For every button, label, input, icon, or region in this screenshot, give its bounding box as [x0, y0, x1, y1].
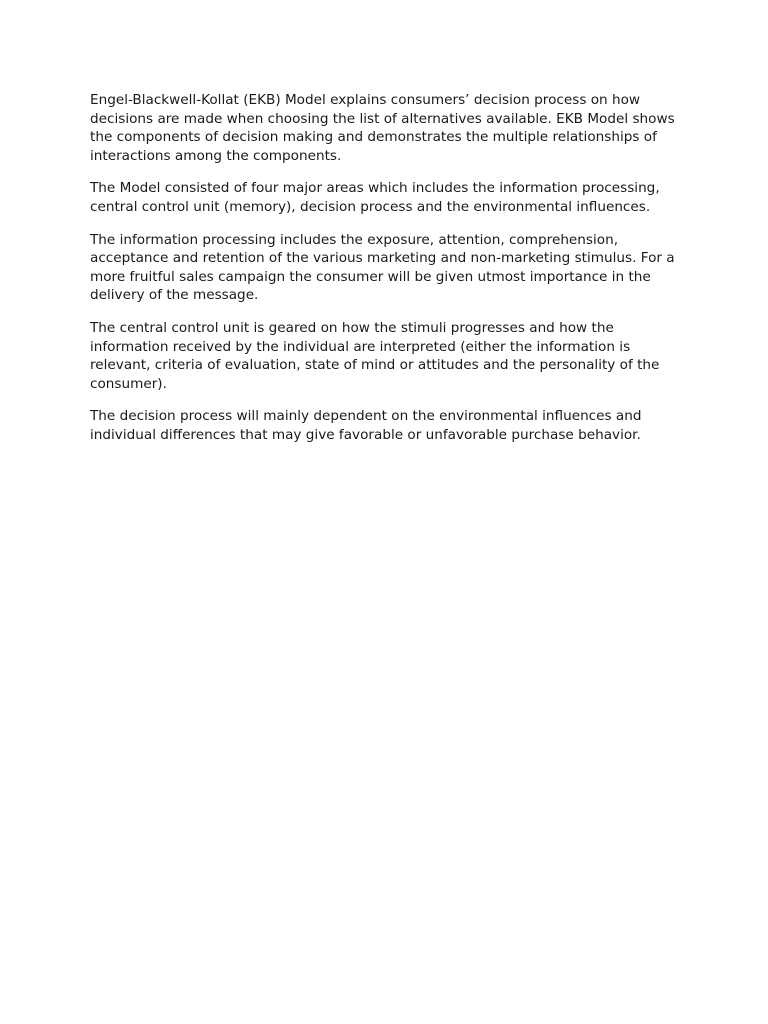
document-body — [90, 91, 682, 459]
paragraph-ekb-intro: Engel-Blackwell-Kollat (EKB) Model explains consumers’ decision process on how decisions are made when choosing the list of alternatives available. EKB Model shows the components of decision making and demonstrates the multiple relationships of interactions among the components. — [90, 92, 675, 164]
paragraph-decision-process: The decision process will mainly dependent on the environmental influences and individual differences that may give favorable or unfavorable purchase behavior. — [90, 408, 642, 443]
paragraph-four-areas: The Model consisted of four major areas which includes the information processing, central control unit (memory), decision process and the environmental influences. — [90, 180, 660, 215]
paragraph-central-control-unit: The central control unit is geared on how the stimuli progresses and how the information received by the individual are interpreted (either the information is relevant, criteria of evaluation, state of mind or attitudes and the personality of the consumer). — [90, 319, 660, 392]
paragraph-information-processing: The information processing includes the exposure, attention, comprehension, acceptance and retention of the various marketing and non-marketing stimulus. For a more fruitful sales campaign the consumer will be given utmost importance in the delivery of the message. — [90, 231, 675, 304]
